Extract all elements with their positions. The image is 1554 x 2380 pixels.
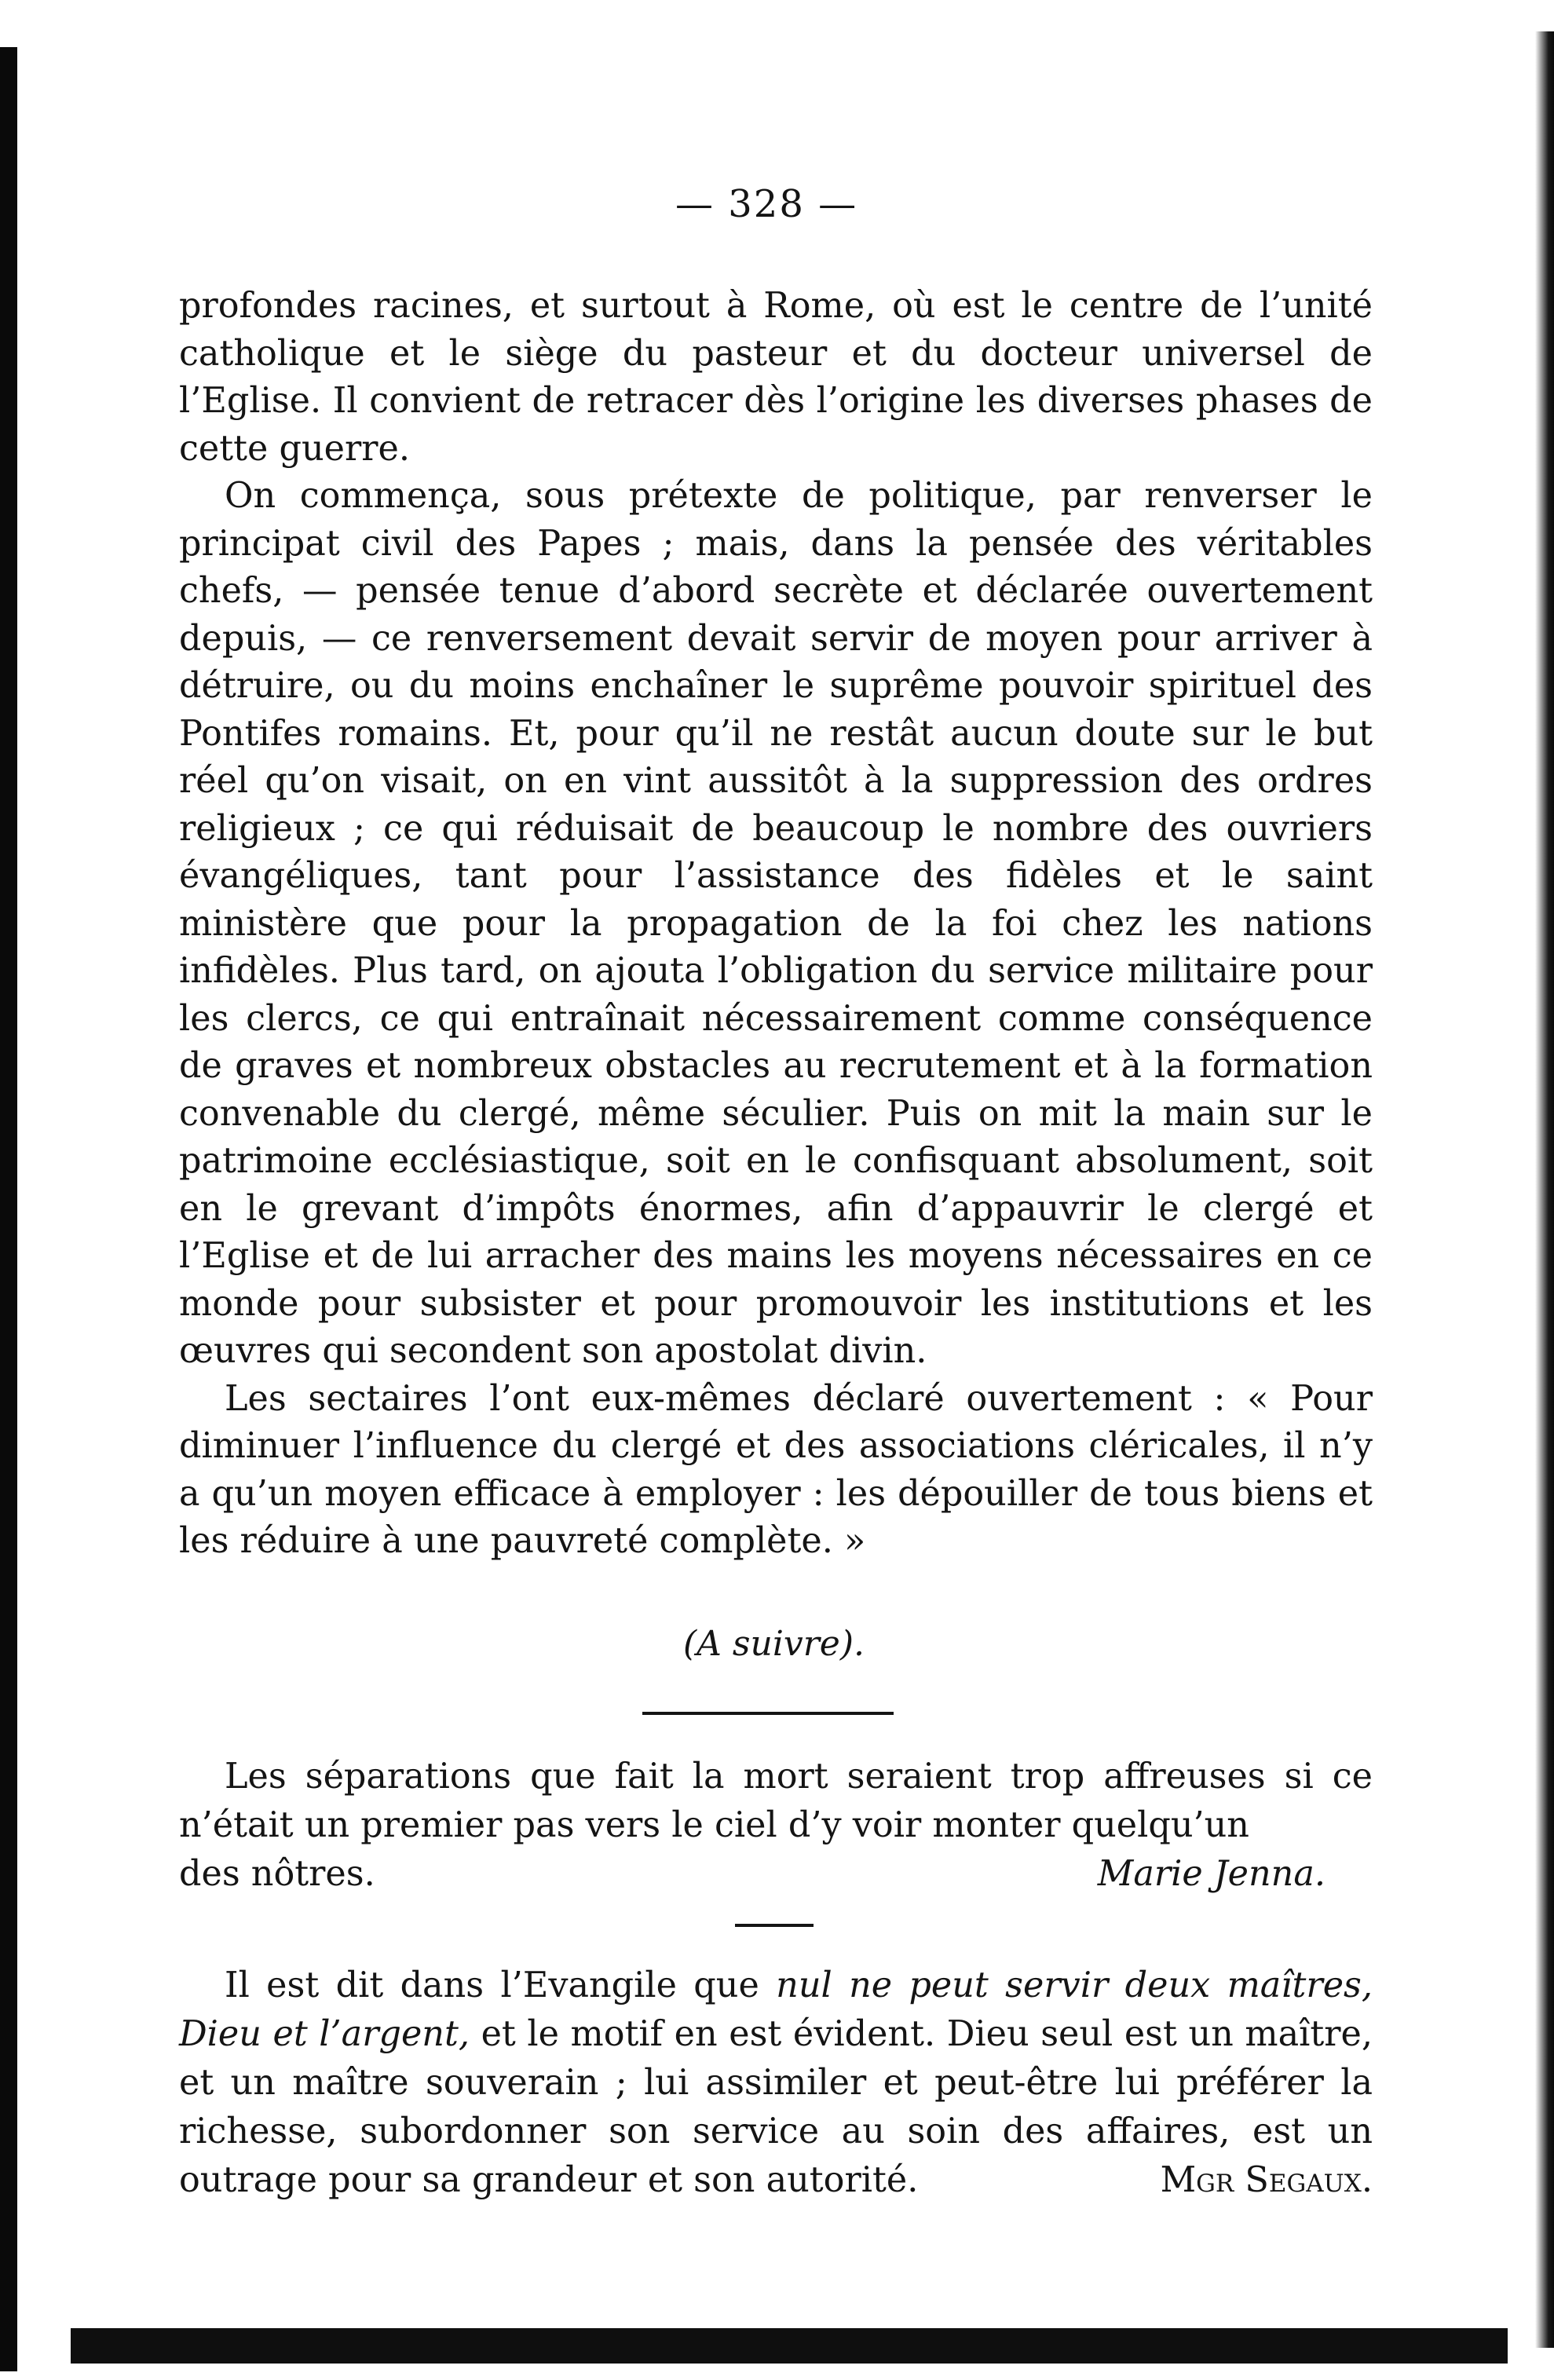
quote-text-end: des nôtres. bbox=[179, 1854, 375, 1894]
page-number: — 328 — bbox=[675, 182, 858, 226]
to-be-continued: (A suivre). bbox=[683, 1624, 865, 1664]
scan-border-left bbox=[0, 47, 17, 2371]
quote-text: Les séparations que fait la mort seraient trop affreuses si ce n’était un premier pas vers le ciel d’y voir monter quelqu’un bbox=[179, 1757, 1373, 1845]
article-paragraph-2: On commença, sous prétexte de politique, par renverser le principat civil des Papes ; mais, dans la pensée des véritables chefs, — pensée tenue d’abord secrète et déclarée ouvertement depuis, — ce renversement devait servir de moyen pour arriver à détruire, ou du moins enchaîner le suprême pouvoir spirituel des Pontifes romains. Et, pour qu’il ne restât aucun doute sur le but réel qu’on visait, on en vint aussitôt à la suppression des ordres religieux ; ce qui réduisait de beaucoup le nombre des ouvriers évangéliques, tant pour l’assistance des fidèles et le saint ministère que pour la propagation de la foi chez les nations infidèles. Plus tard, on ajouta l’obligation du service militaire pour les clercs, ce qui entraînait nécessairement comme conséquence de graves et nombreux obstacles au recrutement et à la formation convenable du clergé, même séculier. Puis on mit la main sur le patrimoine ecclésiastique, soit en le confisquant absolument, soit en le grevant d’impôts énormes, afin d’appauvrir le clergé et l’Eglise et de lui arracher des mains les moyens nécessaires en ce monde pour subsister et pour promouvoir les institutions et les œuvres qui secondent son apostolat divin. bbox=[179, 476, 1373, 1371]
article-paragraph-1: profondes racines, et surtout à Rome, où est le centre de l’unité catholique et le siège du pasteur et du docteur universel de l’Eglise. Il convient de retracer dès l’origine les diverses phases de cette guerre. bbox=[179, 286, 1373, 469]
gospel-citation: nul ne peut servir deux maîtres, Dieu et l’argent, bbox=[179, 1965, 1373, 2054]
gospel-paragraph bbox=[179, 1961, 1373, 2205]
quote-last-line bbox=[179, 1850, 1373, 1899]
short-divider bbox=[735, 1924, 814, 1927]
quote-block bbox=[179, 1753, 1373, 1899]
quote-author: Marie Jenna. bbox=[1097, 1854, 1325, 1894]
section-divider bbox=[642, 1712, 894, 1715]
scan-border-right bbox=[1535, 31, 1554, 2348]
gospel-signature: Mgr Segaux. bbox=[1160, 2160, 1373, 2200]
gospel-body: et le motif en est évident. Dieu seul est un maître, et un maître souverain ; lui assimiler et peut-être lui préférer la richesse, subordonner son service au soin des affaires, est un outrage pour sa grandeur et son autorité. bbox=[179, 2014, 1373, 2200]
gospel-intro: Il est dit dans l’Evangile que bbox=[225, 1965, 777, 2005]
article-body bbox=[179, 283, 1373, 1566]
scan-border-bottom bbox=[71, 2328, 1508, 2364]
article-paragraph-3: Les sectaires l’ont eux-mêmes déclaré ouvertement : « Pour diminuer l’influence du clergé et des associations cléricales, il n’y a qu’un moyen efficace à employer : les dépouiller de tous biens et les réduire à une pauvreté complète. » bbox=[179, 1378, 1373, 1561]
gospel-block bbox=[179, 1961, 1373, 2205]
